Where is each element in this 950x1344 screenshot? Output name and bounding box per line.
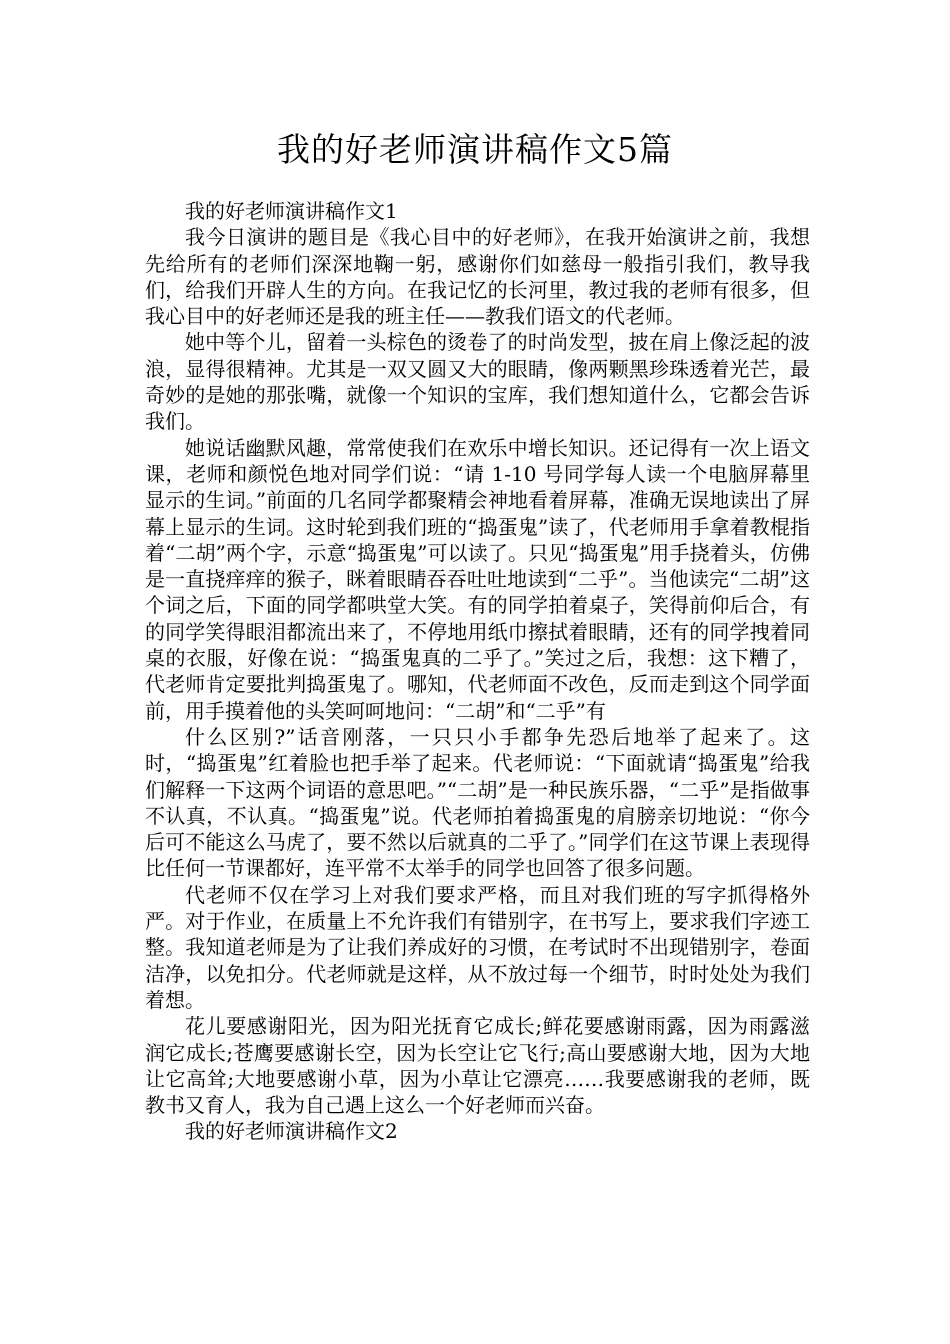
paragraph-humor-continued: 什么区别?”话音刚落，一只只小手都争先恐后地举了起来了。这时，“捣蛋鬼”红着脸也把手举了起来。代老师说：“下面就请“捣蛋鬼”给我们解释一下这两个词语的意思吧。”“二胡”是一种民族乐器，“二乎”是指做事不认真，不认真。“捣蛋鬼”说。代老师拍着捣蛋鬼的肩膀亲切地说：“你今后可不能这么马虎了，要不然以后就真的二乎了。”同学们在这节课上表现得比任何一节课都好，连平常不太举手的同学也回答了很多问题。 xyxy=(145,724,810,881)
paragraph-appearance: 她中等个儿，留着一头棕色的烫卷了的时尚发型，披在肩上像泛起的波浪，显得很精神。尤其是一双又圆又大的眼睛，像两颗黑珍珠透着光芒，最奇妙的是她的那张嘴，就像一个知识的宝库，我们想知道什么，它都会告诉我们。 xyxy=(145,330,810,434)
section-heading-1: 我的好老师演讲稿作文1 xyxy=(185,199,398,223)
paragraph-humor: 她说话幽默风趣，常常使我们在欢乐中增长知识。还记得有一次上语文课，老师和颜悦色地对同学们说：“请 1-10 号同学每人读一个电脑屏幕里显示的生词。”前面的几名同学都聚精会神地看着屏幕，准确无误地读出了屏幕上显示的生词。这时轮到我们班的“捣蛋鬼”读了，代老师用手拿着教棍指着“二胡”两个字，示意“捣蛋鬼”可以读了。只见“捣蛋鬼”用手挠着头，仿佛是一直挠痒痒的猴子，眯着眼睛吞吞吐吐地读到“二乎”。当他读完“二胡”这个词之后，下面的同学都哄堂大笑。有的同学拍着桌子，笑得前仰后合，有的同学笑得眼泪都流出来了，不停地用纸巾擦拭着眼睛，还有的同学拽着同桌的衣服，好像在说：“捣蛋鬼真的二乎了。”笑过之后，我想：这下糟了，代老师肯定要批判捣蛋鬼了。哪知，代老师面不改色，反而走到这个同学面前，用手摸着他的头笑呵呵地问：“二胡”和“二乎”有 xyxy=(145,435,810,723)
paragraph-intro: 我今日演讲的题目是《我心目中的好老师》，在我开始演讲之前，我想先给所有的老师们深深地鞠一躬，感谢你们如慈母一般指引我们，教导我们，给我们开辟人生的方向。在我记忆的长河里，教过我的老师有很多，但我心目中的好老师还是我的班主任——教我们语文的代老师。 xyxy=(145,225,810,329)
paragraph-strictness: 代老师不仅在学习上对我们要求严格，而且对我们班的写字抓得格外严。对于作业，在质量上不允许我们有错别字，在书写上，要求我们字迹工整。我知道老师是为了让我们养成好的习惯，在考试时不出现错别字，卷面洁净，以免扣分。代老师就是这样，从不放过每一个细节，时时处处为我们着想。 xyxy=(145,882,810,1012)
document-body xyxy=(145,198,810,1145)
document-title: 我的好老师演讲稿作文5篇 xyxy=(277,130,673,169)
paragraph-gratitude: 花儿要感谢阳光，因为阳光抚育它成长;鲜花要感谢雨露，因为雨露滋润它成长;苍鹰要感谢长空，因为长空让它飞行;高山要感谢大地，因为大地让它高耸;大地要感谢小草，因为小草让它漂亮……我要感谢我的老师，既教书又育人，我为自己遇上这么一个好老师而兴奋。 xyxy=(145,1014,810,1118)
section-heading-2: 我的好老师演讲稿作文2 xyxy=(185,1119,398,1144)
